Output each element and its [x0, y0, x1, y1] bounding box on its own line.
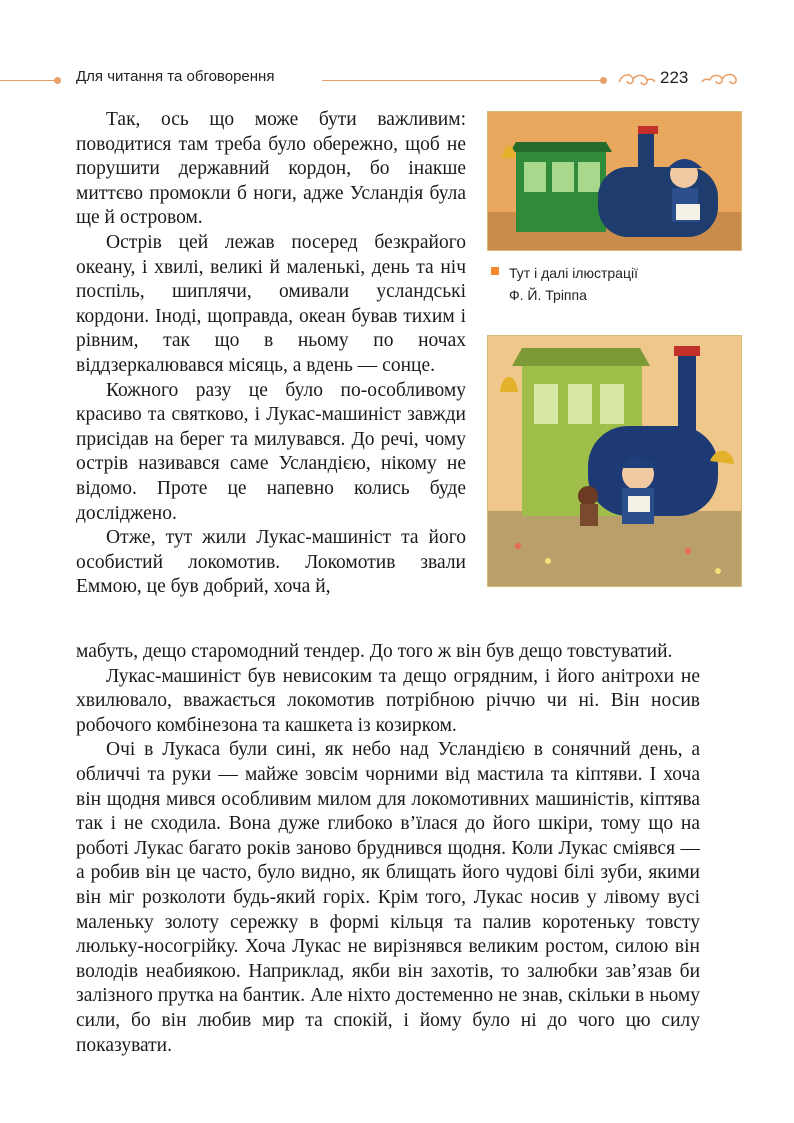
caption-line-1: Тут і далі ілюстрації [509, 265, 638, 281]
header-dot-right [600, 77, 607, 84]
locomotive-illustration-icon [488, 336, 741, 586]
paragraph: Отже, тут жили Лукас-машиніст та його особистий локомотив. Локомотив звали Еммою, це був добрий, хоча й, [76, 527, 466, 598]
caption-marker-icon [491, 267, 499, 275]
header-rule-middle [322, 80, 602, 81]
paragraph: Очі в Лукаса були сині, як небо над Усландією в сонячний день, а обличчі та руки — майже зовсім чорними від мастила та кіптяви. І хоча він щодня мився особливим милом для локомотивних машиністів, кіптява так і не сходила. Вона дуже глибоко в’їлася до його шкіри, тому що на роботі Лукас багато років заново бруднився щодня. Коли Лукас сміявся — а робив він це часто, було видно, як блищать його чудові білі зуби, якими він міг розколоти будь-який горіх. Крім того, Лукас носив у лівому вусі маленьку золоту сережку в формі кільця та палив коротеньку товсту люльку-носогрійку. Хоча Лукас не вирізнявся великим ростом, силою він володів неабиякою. Наприклад, якби він захотів, то залюбки зав’язав би залізного прутка на бантик. Але ніхто достеменно не знав, скільки в ньому сили, бо він любив мир та спокій, і йому було ні до чого цю силу показувати. [76, 739, 700, 1056]
page-header [0, 66, 794, 96]
text-column-top [76, 108, 466, 600]
ornament-right-icon [700, 70, 740, 90]
caption-line-2: Ф. Й. Тріппа [509, 287, 587, 303]
section-title: Для читання та обговорення [76, 68, 275, 85]
paragraph: Острів цей лежав посеред безкрайого океану, і хвилі, великі й маленькі, день та ніч поспіль, шиплячи, омивали усландські кордони. Іноді, щоправда, океан бував тихим і рівним, так що в ньому по ночах віддзеркалювався місяць, а вдень — сонце. [76, 231, 466, 376]
header-rule-left [0, 80, 56, 81]
illustration-locomotive-bottom [487, 335, 742, 587]
paragraph: мабуть, дещо старомодний тендер. До того ж він був дещо товстуватий. [76, 641, 673, 662]
text-column-bottom [76, 640, 700, 1058]
paragraph: Кожного разу це було по-особливому красиво та святково, і Лукас-машиніст завжди присідав на берег та милувався. До речі, чому острів називався саме Усландією, нікому не відомо. Проте це напевно колись буде досліджено. [76, 379, 466, 524]
paragraph: Лукас-машиніст був невисоким та дещо огрядним, і його анітрохи не хвилювало, вважається локомотив потрібною річчю чи ні. Він носив робочого комбінезона та кашкета із козирком. [76, 665, 700, 736]
illustration-locomotive-top [487, 111, 742, 251]
paragraph: Так, ось що може бути важливим: поводитися там треба було обережно, щоб не порушити державний кордон, бо інакше миттєво промокли б ноги, адже Усландія була ще й островом. [76, 109, 466, 229]
page-number: 223 [660, 68, 689, 87]
ornament-left-icon [617, 70, 657, 90]
locomotive-illustration-icon [488, 112, 741, 250]
illustration-caption [487, 262, 737, 306]
